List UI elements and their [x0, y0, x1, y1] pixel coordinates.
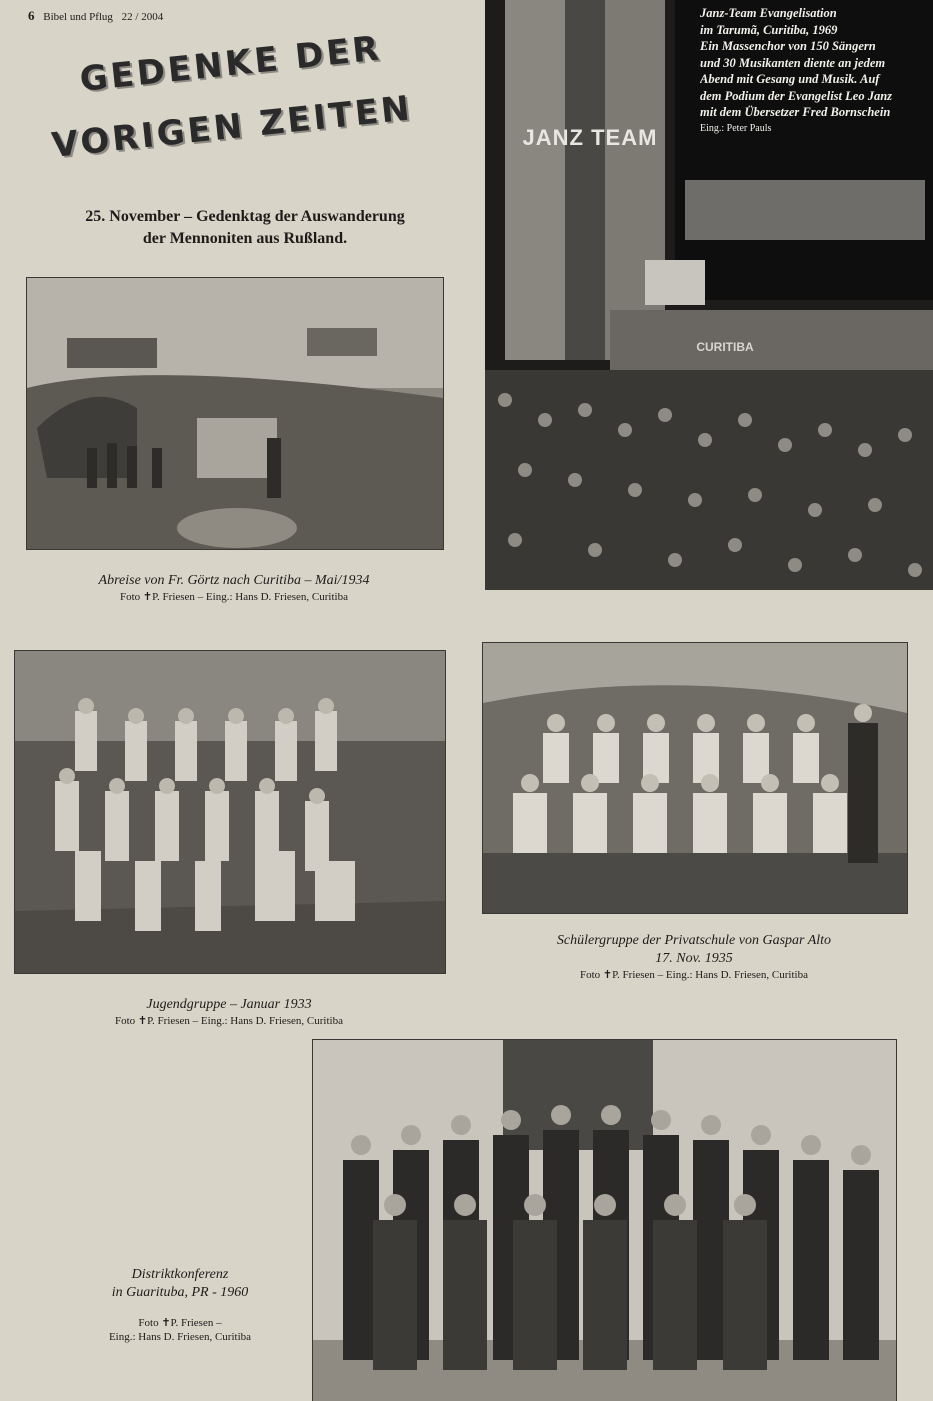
caption-distrikt-credit-1: Foto ✝P. Friesen –	[138, 1317, 222, 1329]
photo-distriktkonferenz	[312, 1039, 897, 1401]
caption-jugend-title: Jugendgruppe – Januar 1933	[146, 997, 312, 1012]
title-line-1: GEDENKE DER	[77, 28, 384, 100]
photo-abreise	[26, 277, 444, 550]
caption-schueler-title-2: 17. Nov. 1935	[655, 951, 733, 966]
caption-janz	[700, 5, 933, 137]
caption-schueler-title-1: Schülergruppe der Privatschule von Gaspar Alto	[556, 933, 832, 948]
janz-banner: JANZ TEAM	[522, 125, 658, 150]
caption-distrikt-title-2: in Guarituba, PR - 1960	[111, 1285, 249, 1300]
caption-abreise	[26, 572, 442, 604]
janz-line-1: Janz-Team Evangelisation	[700, 6, 837, 20]
photo-jugendgruppe	[14, 650, 446, 974]
caption-jugendgruppe	[14, 996, 444, 1028]
caption-distrikt-title-1: Distriktkonferenz	[131, 1267, 229, 1282]
page-number: 6	[28, 8, 35, 23]
caption-schuelergruppe	[482, 932, 906, 982]
page-title	[40, 30, 460, 185]
janz-line-7: mit dem Übersetzer Fred Bornschein	[700, 105, 891, 119]
title-line-2: VORIGEN ZEITEN	[49, 88, 415, 166]
caption-abreise-title: Abreise von Fr. Görtz nach Curitiba – Mai/1934	[98, 573, 370, 588]
subtitle	[30, 206, 460, 250]
caption-distriktkonferenz	[60, 1266, 300, 1344]
caption-schueler-credit: Foto ✝P. Friesen – Eing.: Hans D. Friesen, Curitiba	[580, 969, 808, 981]
janz-line-6: dem Podium der Evangelist Leo Janz	[700, 88, 893, 103]
publication-name: Bibel und Pflug	[43, 11, 113, 23]
janz-line-5: Abend mit Gesang und Musik. Auf	[700, 72, 880, 86]
photo-schuelergruppe	[482, 642, 908, 914]
janz-line-3: Ein Massenchor von 150 Sängern	[700, 39, 876, 53]
caption-abreise-credit: Foto ✝P. Friesen – Eing.: Hans D. Friesen, Curitiba	[120, 591, 348, 603]
stage-label: CURITIBA	[696, 340, 754, 354]
caption-jugend-credit: Foto ✝P. Friesen – Eing.: Hans D. Friesen, Curitiba	[115, 1015, 343, 1027]
janz-credit: Eing.: Peter Pauls	[700, 122, 772, 134]
janz-line-4: und 30 Musikanten diente an jedem	[700, 55, 886, 70]
page-header	[28, 8, 163, 24]
caption-distrikt-credit-2: Eing.: Hans D. Friesen, Curitiba	[108, 1331, 252, 1343]
issue-number: 22 / 2004	[121, 11, 164, 23]
subtitle-line-2: der Mennoniten aus Rußland.	[142, 230, 348, 247]
subtitle-line-1: 25. November – Gedenktag der Auswanderung	[85, 208, 405, 225]
janz-line-2: im Tarumã, Curitiba, 1969	[700, 22, 838, 37]
